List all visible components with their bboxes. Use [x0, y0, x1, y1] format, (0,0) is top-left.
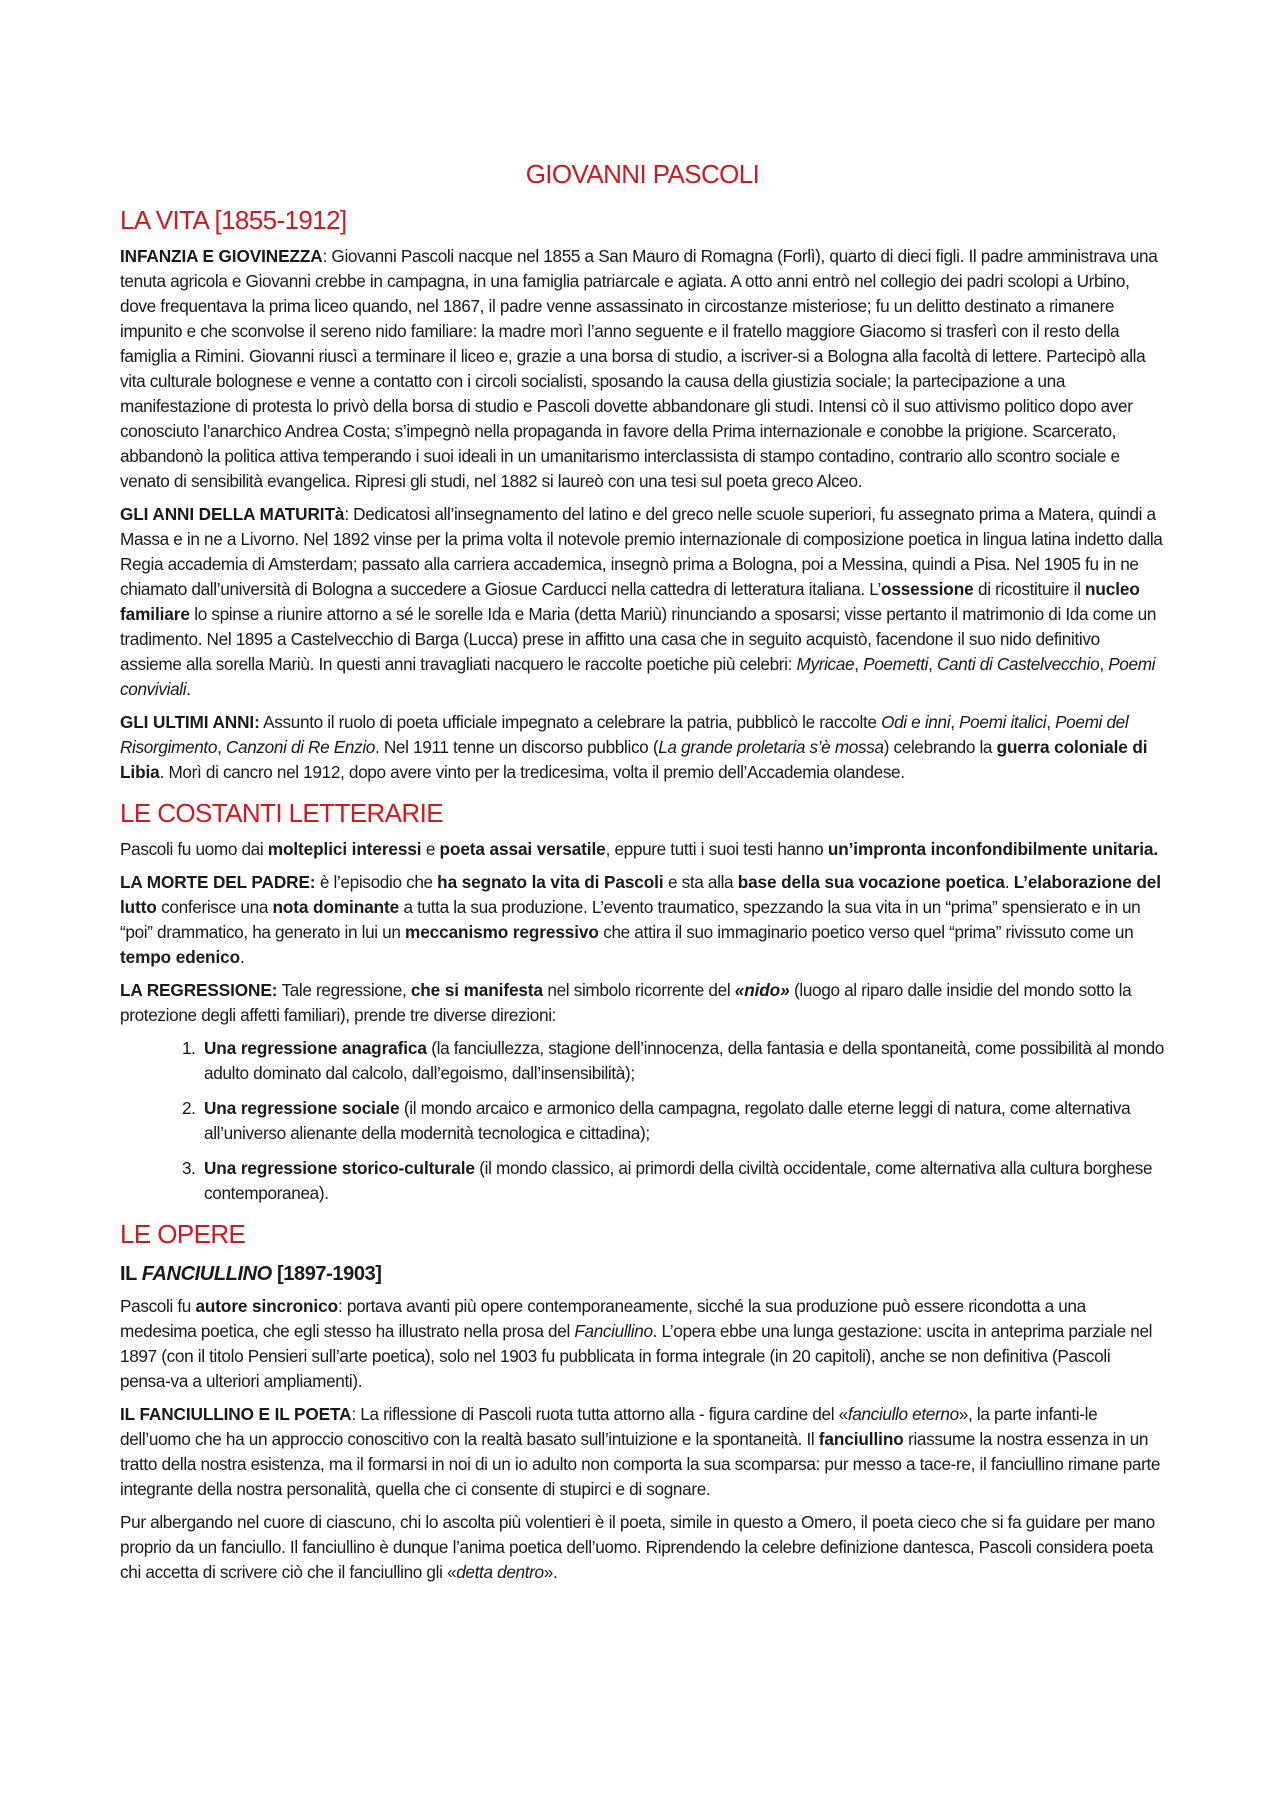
paragraph-regressione: LA REGRESSIONE: Tale regressione, che si manifesta nel simbolo ricorrente del «nido» (luogo al riparo dalle insidie del mondo sotto la protezione degli affetti familiari), prende tre diverse direzioni:	[120, 980, 1132, 1025]
paragraph-infanzia: INFANZIA E GIOVINEZZA: Giovanni Pascoli nacque nel 1855 a San Mauro di Romagna (Forlì), quarto di dieci figli. Il padre amministrava una tenuta agricola e Giovanni crebbe in campagna, in una famiglia patriarcale e agiata. A otto anni entrò nel collegio dei padri scolopi a Urbino, dove frequentava la prima liceo quando, nel 1867, il padre venne assassinato in circostanze misteriose; fu un delitto destinato a rimanere impunito e che sconvolse il sereno nido familiare: la madre morì l’anno seguente e il fratello maggiore Giacomo si trasferì con il resto della famiglia a Rimini. Giovanni riuscì a terminare il liceo e, grazie a una borsa di studio, a iscriver-si a Bologna alla facoltà di lettere. Partecipò alla vita culturale bolognese e venne a contatto con i circoli socialisti, sposando la causa della giustizia sociale; la partecipazione a una manifestazione di protesta lo privò della borsa di studio e Pascoli dovette abbandonare gli studi. Intensi cò il suo attivismo politico dopo aver conosciuto l’anarchico Andrea Costa; s’impegnò nella propaganda in favore della Prima internazionale e conobbe la prigione. Scarcerato, abbandonò la politica attiva temperando i suoi ideali in un umanitarismo interclassista di stampo contadino, contrario allo scontro sociale e venato di sensibilità evangelica. Ripresi gli studi, nel 1882 si laureò con una tesi sul poeta greco Alceo.	[120, 246, 1158, 491]
paragraph-fanciullino-poeta: IL FANCIULLINO E IL POETA: La riflessione di Pascoli ruota tutta attorno alla - figura cardine del «fanciullo eterno», la parte infanti-le dell’uomo che ha un approccio conoscitivo con la realtà basato sull’intuizione e la spontaneità. Il fanciullino riassume la nostra essenza in un tratto della nostra esistenza, ma il formarsi in noi di un io adulto non comporta la sua scomparsa: pur messo a tace-re, il fanciullino rimane parte integrante della nostra personalità, quella che ci consente di stupirci e di sognare.	[120, 1404, 1161, 1499]
paragraph-autore-sincronico: Pascoli fu autore sincronico: portava avanti più opere contemporaneamente, sicché la sua produzione può essere ricondotta a una medesima poetica, che egli stesso ha illustrato nella prosa del Fanciullino. L’opera ebbe una lunga gestazione: uscita in anteprima parziale nel 1897 (con il titolo Pensieri sull’arte poetica), solo nel 1903 fu pubblicata in forma integrale (in 20 capitoli), anche se non definitiva (Pascoli pensa-va a ulteriori ampliamenti).	[120, 1296, 1153, 1391]
paragraph-label: GLI ULTIMI ANNI:	[120, 712, 260, 732]
work-title: Canti di Castelvecchio	[936, 654, 1100, 674]
speech-title: La grande proletaria s’è mossa	[658, 737, 884, 757]
work-title: Poemetti	[863, 654, 929, 674]
paragraph-label: LA REGRESSIONE:	[120, 980, 278, 1000]
work-title: Canzoni di Re Enzio	[225, 737, 376, 757]
paragraph-label: INFANZIA E GIOVINEZZA	[120, 246, 323, 266]
work-title: Odi e inni	[881, 712, 951, 732]
work-title: Poemi del Risorgimento	[120, 712, 1129, 757]
paragraph-label: IL FANCIULLINO E IL POETA	[120, 1404, 352, 1424]
paragraph-poeta-omero: Pur albergando nel cuore di ciascuno, chi lo ascolta più volentieri è il poeta, simile in questo a Omero, il poeta cieco che si fa guidare per mano proprio da un fanciullo. Il fanciullino è dunque l’anima poetica dell’uomo. Riprendendo la celebre definizione dantesca, Pascoli considera poeta chi accetta di scrivere ciò che il fanciullino gli «detta dentro».	[120, 1512, 1155, 1582]
subsection-heading-fanciullino: IL FANCIULLINO [1897-1903]	[120, 1263, 382, 1285]
paragraph-maturita: GLI ANNI DELLA MATURITà: Dedicatosi all’insegnamento del latino e del greco nelle scuole superiori, fu assegnato prima a Matera, quindi a Massa e in ne a Livorno. Nel 1892 vinse per la prima volta il notevole premio internazionale di composizione poetica in lingua latina indetto dalla Regia accademia di Amsterdam; passato alla carriera accademica, insegnò prima a Bologna, poi a Messina, quindi a Pisa. Nel 1905 fu in ne chiamato dall’università di Bologna a succedere a Giosue Carducci nella cattedra di letteratura italiana. L’ossessione di ricostituire il nucleo familiare lo spinse a riunire attorno a sé le sorelle Ida e Maria (detta Mariù) rinunciando a sposarsi; visse pertanto il matrimonio di Ida come un tradimento. Nel 1895 a Castelvecchio di Barga (Lucca) prese in affitto una casa che in seguito acquistò, facendone il suo nido definitivo assieme alla sorella Mariù. In questi anni travagliati nacquero le raccolte poetiche più celebri: Myricae, Poemetti, Canti di Castelvecchio, Poemi conviviali.	[120, 504, 1163, 699]
paragraph-morte-padre: LA MORTE DEL PADRE: è l’episodio che ha segnato la vita di Pascoli e sta alla base della sua vocazione poetica. L’elaborazione del lutto conferisce una nota dominante a tutta la sua produzione. L’evento traumatico, spezzando la sua vita in un “prima” spensierato e in un “poi” drammatico, ha generato in lui un meccanismo regressivo che attira il suo immaginario poetico verso quel “prima” rivissuto come un tempo edenico.	[120, 872, 1161, 967]
regression-list	[120, 1036, 1165, 1206]
section-heading-vita: LA VITA [1855-1912]	[120, 205, 347, 235]
section-heading-opere: LE OPERE	[120, 1219, 246, 1249]
list-item: 3. Una regressione storico-culturale (il mondo classico, ai primordi della civiltà occidentale, come alternativa alla cultura borghese contemporanea).	[200, 1156, 1165, 1206]
paragraph-label: GLI ANNI DELLA MATURITà	[120, 504, 345, 524]
section-heading-costanti: LE COSTANTI LETTERARIE	[120, 798, 443, 828]
paragraph-label: LA MORTE DEL PADRE:	[120, 872, 316, 892]
paragraph-costanti-intro: Pascoli fu uomo dai molteplici interessi e poeta assai versatile, eppure tutti i suoi testi hanno un’impronta inconfondibilmente unitaria.	[120, 839, 1159, 859]
list-item: 1. Una regressione anagrafica (la fanciullezza, stagione dell’innocenza, della fantasia e della spontaneità, come possibilità al mondo adulto dominato dal calcolo, dall’egoismo, dall’insensibilità);	[200, 1036, 1165, 1086]
work-title: Myricae	[796, 654, 855, 674]
paragraph-ultimi-anni: GLI ULTIMI ANNI: Assunto il ruolo di poeta ufficiale impegnato a celebrare la patria, pubblicò le raccolte Odi e inni, Poemi italici, Poemi del Risorgimento, Canzoni di Re Enzio. Nel 1911 tenne un discorso pubblico (La grande proletaria s’è mossa) celebrando la guerra coloniale di Libia. Morì di cancro nel 1912, dopo avere vinto per la tredicesima, volta il premio dell’Accademia olandese.	[120, 712, 1148, 782]
list-item: 2. Una regressione sociale (il mondo arcaico e armonico della campagna, regolato dalle eterne leggi di natura, come alternativa all’universo alienante della modernità tecnologica e cittadina);	[200, 1096, 1165, 1146]
work-title: Poemi conviviali	[120, 654, 1156, 699]
document-title: GIOVANNI PASCOLI	[525, 159, 760, 189]
work-title: Poemi italici	[959, 712, 1047, 732]
